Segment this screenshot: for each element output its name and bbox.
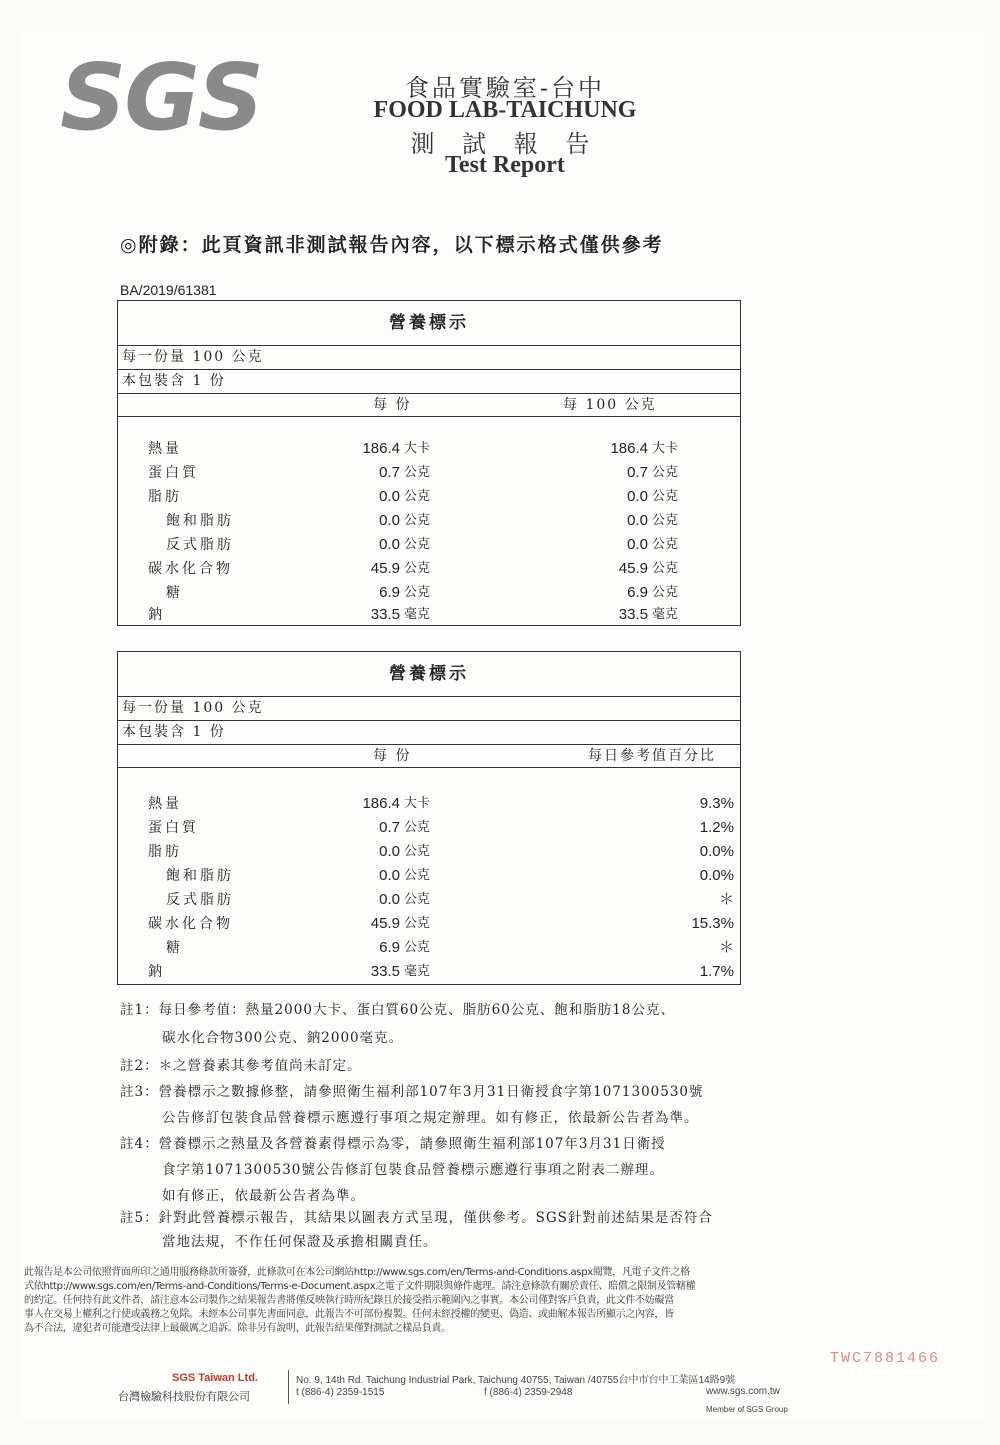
servings-per-pack: 本包裝含 1 份 (118, 370, 740, 394)
report-title-zh: 測 試 報 告 (410, 130, 600, 158)
table-row: 熱量 186.4 大卡 186.4 大卡 (148, 440, 679, 457)
note-2: 註2：＊之營養素其參考值尚未訂定。 (120, 1058, 362, 1074)
company-website: www.sgs.com.tw (706, 1386, 780, 1397)
table-row: 鈉 33.5 毫克 33.5 毫克 (148, 606, 679, 623)
table-title: 營養標示 (118, 301, 740, 346)
note-1: 註1：每日參考值：熱量2000大卡、蛋白質60公克、脂肪60公克、飽和脂肪18公克、 (120, 1002, 675, 1018)
company-name-zh: 台灣檢驗科技股份有限公司 (118, 1390, 250, 1403)
servings-per-pack: 本包裝含 1 份 (118, 721, 740, 745)
note-1-cont: 碳水化合物300公克、鈉2000毫克。 (162, 1030, 404, 1046)
lab-name-en: FOOD LAB-TAICHUNG (373, 97, 637, 123)
table-body (118, 768, 740, 984)
disclaimer-line: 此報告是本公司依照背面所印之通用服務條款所簽發，此條款可在本公司網站http://www.sgs.com/en/Terms-and-Conditions.aspx閱覽，凡電子文件之格 (24, 1267, 690, 1278)
table-row: 碳水化合物 45.9 公克 45.9 公克 (148, 560, 679, 577)
table-row: 糖 6.9 公克 ＊ (166, 939, 734, 956)
col-per-serving: 每 份 (373, 397, 412, 413)
column-header (118, 394, 740, 417)
table-row: 蛋白質 0.7 公克 0.7 公克 (148, 464, 679, 481)
annex-note: ◎附錄：此頁資訊非測試報告內容，以下標示格式僅供參考 (120, 234, 664, 256)
table-row: 鈉 33.5 毫克 1.7% (148, 963, 734, 980)
col-per-100g: 每 100 公克 (563, 397, 657, 413)
table-row: 蛋白質 0.7 公克 1.2% (148, 819, 734, 836)
disclaimer-line: 為不合法，違犯者可能遭受法律上最嚴厲之追訴。除非另有說明，此報告結果僅對測試之樣品負責。 (24, 1323, 451, 1334)
disclaimer (24, 1266, 970, 1336)
table-row: 反式脂肪 0.0 公克 0.0 公克 (166, 536, 679, 553)
lab-name-zh: 食品實驗室-台中 (404, 74, 606, 102)
report-number: BA/2019/61381 (120, 282, 217, 298)
table-body (118, 417, 740, 625)
nutrition-table-1 (117, 300, 741, 626)
column-header (118, 745, 740, 768)
table-row: 飽和脂肪 0.0 公克 0.0% (166, 867, 734, 884)
company-fax: f (886-4) 2359-2948 (484, 1387, 573, 1398)
table-row: 碳水化合物 45.9 公克 15.3% (148, 915, 734, 932)
serving-size: 每一份量 100 公克 (118, 346, 740, 370)
table-row: 熱量 186.4 大卡 9.3% (148, 795, 734, 812)
table-title: 營養標示 (118, 652, 740, 697)
note-5-cont: 當地法規，不作任何保證及承擔相關責任。 (162, 1234, 438, 1250)
note-5: 註5：針對此營養標示報告，其結果以圖表方式呈現，僅供參考。SGS針對前述結果是否符合 (120, 1210, 713, 1226)
company-address: No. 9, 14th Rd. Taichung Industrial Park, Taichung 40755, Taiwan /40755台中市台中工業區14路9號 (296, 1375, 736, 1386)
col-per-serving: 每 份 (373, 748, 412, 764)
serving-size: 每一份量 100 公克 (118, 697, 740, 721)
company-phone: t (886-4) 2359-1515 (296, 1387, 385, 1398)
note-4-cont-2: 如有修正，依最新公告者為準。 (162, 1188, 365, 1204)
company-name-en: SGS Taiwan Ltd. (172, 1372, 258, 1384)
footer-divider (288, 1370, 289, 1404)
col-daily-value: 每日參考值百分比 (588, 748, 716, 764)
report-title-en: Test Report (445, 152, 565, 178)
disclaimer-line: 的約定。任何持有此文件者，請注意本公司製作之結果報告書將僅反映執行時所紀錄且於接受指示範圍內之事實。本公司僅對客戶負責，此文件不妨礙當 (24, 1295, 674, 1306)
member-note: Member of SGS Group (706, 1405, 788, 1414)
note-3: 註3：營養標示之數據修整，請參照衛生福利部107年3月31日衛授食字第1071300530號 (120, 1084, 704, 1100)
table-row: 飽和脂肪 0.0 公克 0.0 公克 (166, 512, 679, 529)
table-row: 糖 6.9 公克 6.9 公克 (166, 584, 679, 601)
table-row: 脂肪 0.0 公克 0.0% (148, 843, 734, 860)
note-4: 註4：營養標示之熱量及各營養素得標示為零，請參照衛生福利部107年3月31日衛授 (120, 1136, 666, 1152)
table-row: 反式脂肪 0.0 公克 ＊ (166, 891, 734, 908)
serial-number: TWC7881466 (830, 1350, 941, 1367)
nutrition-table-2 (117, 651, 741, 985)
disclaimer-line: 事人在交易上權利之行使或義務之免除。未經本公司事先書面同意，此報告不可部份複製。任何未經授權的變更、偽造、或曲解本報告所顯示之內容，皆 (24, 1309, 674, 1320)
sgs-logo: SGS (60, 44, 263, 151)
disclaimer-line: 式依http://www.sgs.com/en/Terms-and-Conditions/Terms-e-Document.aspx之電子文件期限與條件處理。請注意條款有關於責任、賠償之限制及管轄權 (24, 1281, 696, 1292)
table-row: 脂肪 0.0 公克 0.0 公克 (148, 488, 679, 505)
note-4-cont: 食字第1071300530號公告修訂包裝食品營養標示應遵行事項之附表二辦理。 (162, 1162, 664, 1178)
note-3-cont: 公告修訂包裝食品營養標示應遵行事項之規定辦理。如有修正，依最新公告者為準。 (162, 1110, 699, 1126)
